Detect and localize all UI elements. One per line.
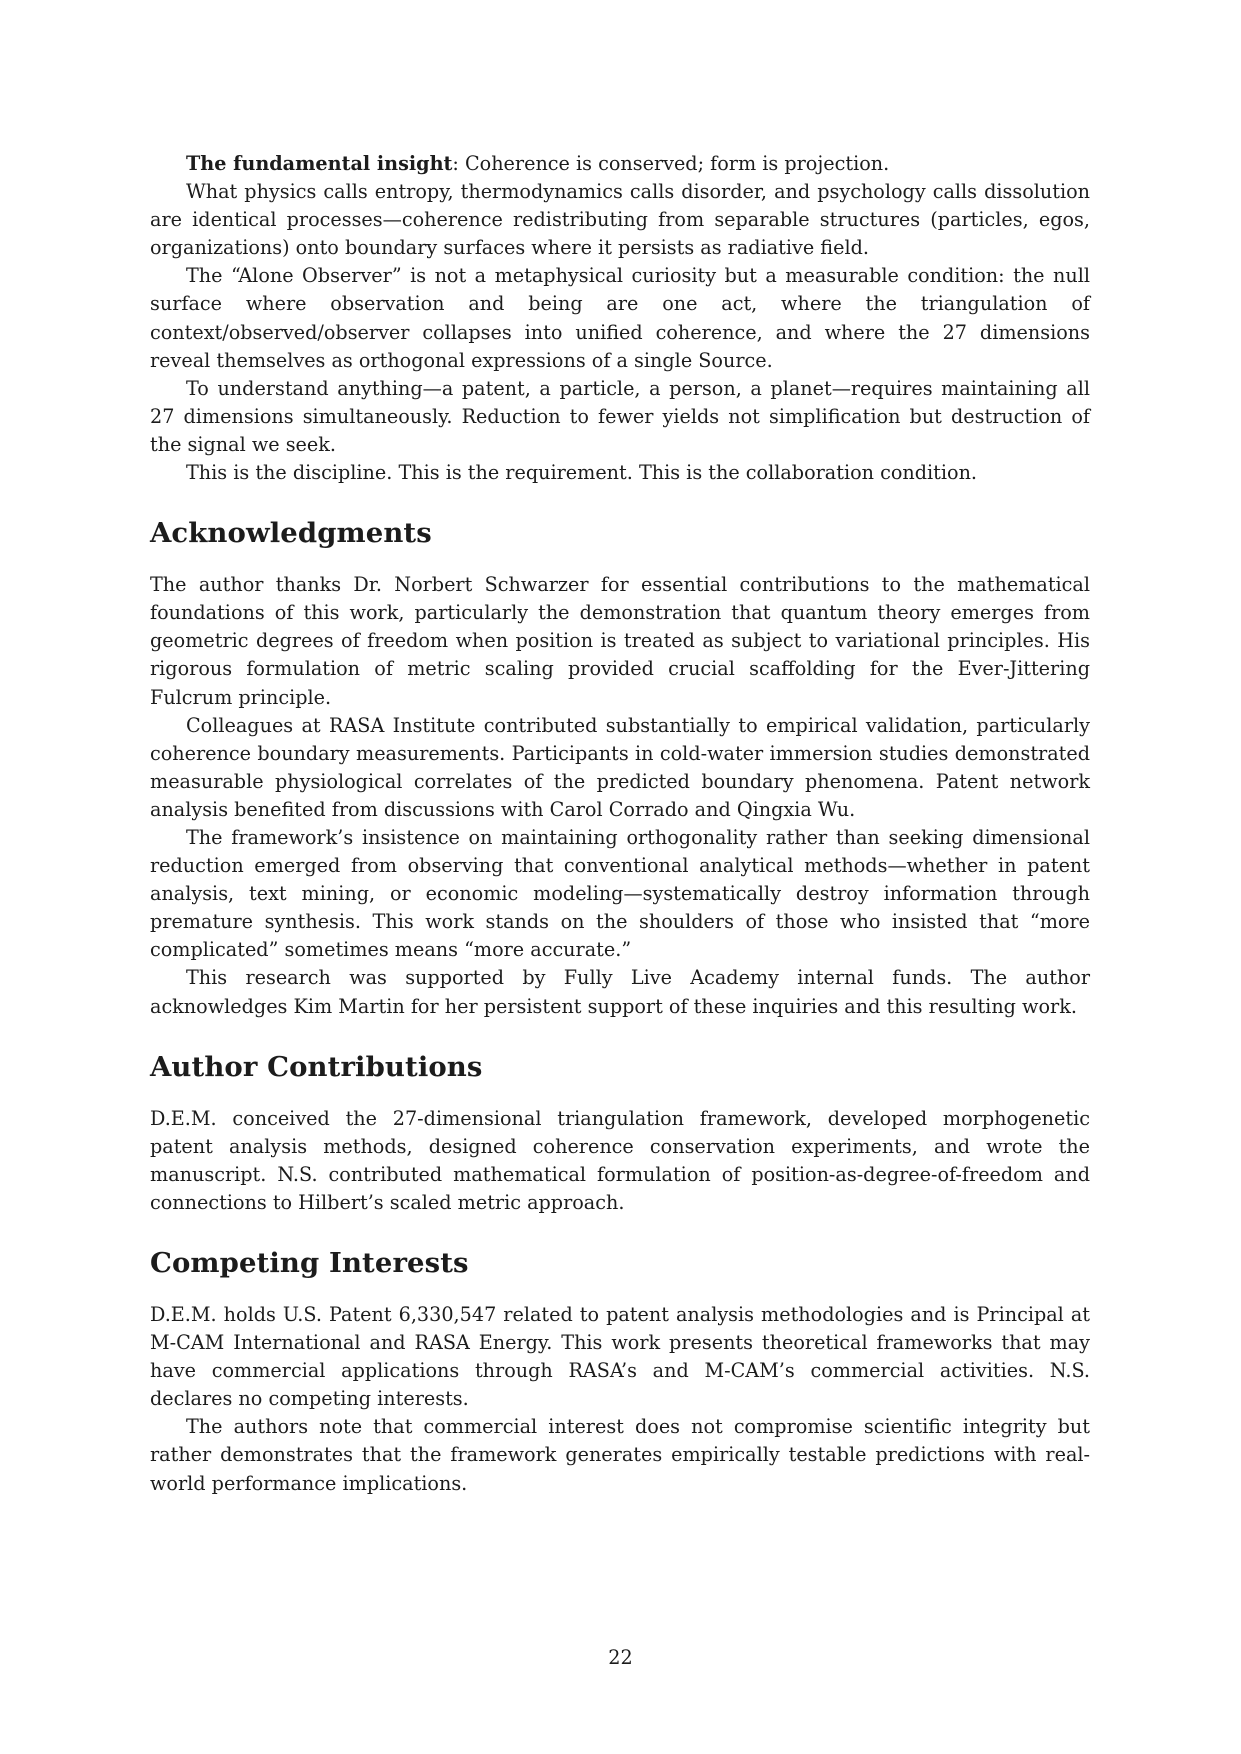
section-heading-acknowledgments: Acknowledgments	[150, 517, 432, 550]
body-paragraph: D.E.M. holds U.S. Patent 6,330,547 related to patent analysis methodologies and is Principal at M-CAM International and RASA Energy. This work presents theoretical frameworks that may have commercial applications through RASA’s and M-CAM’s commercial activities. N.S. declares no competing interests.	[150, 1303, 1090, 1411]
body-paragraph: The author thanks Dr. Norbert Schwarzer for essential contributions to the mathematical foundations of this work, particularly the demonstration that quantum theory emerges from geometric degrees of freedom when position is treated as subject to variational principles. His rigorous formulation of metric scaling provided crucial scaffolding for the Ever-Jittering Fulcrum principle.	[150, 573, 1090, 709]
page-number: 22	[608, 1646, 633, 1669]
lead-text: : Coherence is conserved; form is projection.	[452, 152, 890, 175]
competing-interests-section	[150, 1301, 1090, 1498]
lead-paragraph	[150, 150, 1090, 178]
body-paragraph: Colleagues at RASA Institute contributed substantially to empirical validation, particularly coherence boundary measurements. Participants in cold-water immersion studies demonstrated measurable physiological correlates of the predicted boundary phenomena. Patent network analysis benefited from discussions with Carol Corrado and Qingxia Wu.	[150, 713, 1090, 821]
page-body	[150, 150, 1090, 1498]
body-paragraph: To understand anything—a patent, a particle, a person, a planet—requires maintaining all 27 dimensions simultaneously. Reduction to fewer yields not simplification but destruction of the signal we seek.	[150, 376, 1090, 456]
body-paragraph: The authors note that commercial interest does not compromise scientific integrity but rather demonstrates that the framework generates empirically testable predictions with real-world performance implications.	[150, 1415, 1090, 1495]
body-paragraph: The framework’s insistence on maintaining orthogonality rather than seeking dimensional reduction emerged from observing that conventional analytical methods—whether in patent analysis, text mining, or economic modeling—systematically destroy information through premature synthesis. This work stands on the shoulders of those who insisted that “more complicated” sometimes means “more accurate.”	[150, 825, 1090, 962]
body-paragraph: D.E.M. conceived the 27-dimensional triangulation framework, developed morphogenetic patent analysis methods, designed coherence conservation experiments, and wrote the manuscript. N.S. contributed mathematical formulation of position-as-degree-of-freedom and connections to Hilbert’s scaled metric approach.	[150, 1106, 1090, 1214]
body-paragraph: The “Alone Observer” is not a metaphysical curiosity but a measurable condition: the null surface where observation and being are one act, where the triangulation of context/observed/observer collapses into unified coherence, and where the 27 dimensions reveal themselves as orthogonal expressions of a single Source.	[150, 264, 1090, 372]
section-heading-author-contributions: Author Contributions	[150, 1050, 483, 1083]
intro-section	[150, 150, 1090, 487]
body-paragraph: This research was supported by Fully Live Academy internal funds. The author acknowledges Kim Martin for her persistent support of these inquiries and this resulting work.	[150, 966, 1090, 1018]
body-paragraph: What physics calls entropy, thermodynamics calls disorder, and psychology calls dissolution are identical processes—coherence redistributing from separable structures (particles, egos, organizations) onto boundary surfaces where it persists as radiative field.	[150, 180, 1090, 260]
section-heading-competing-interests: Competing Interests	[150, 1247, 469, 1279]
author-contributions-section	[150, 1105, 1090, 1217]
lead-bold-text: The fundamental insight	[186, 152, 453, 175]
acknowledgments-section	[150, 571, 1090, 1021]
body-paragraph: This is the discipline. This is the requirement. This is the collaboration condition.	[186, 461, 978, 485]
